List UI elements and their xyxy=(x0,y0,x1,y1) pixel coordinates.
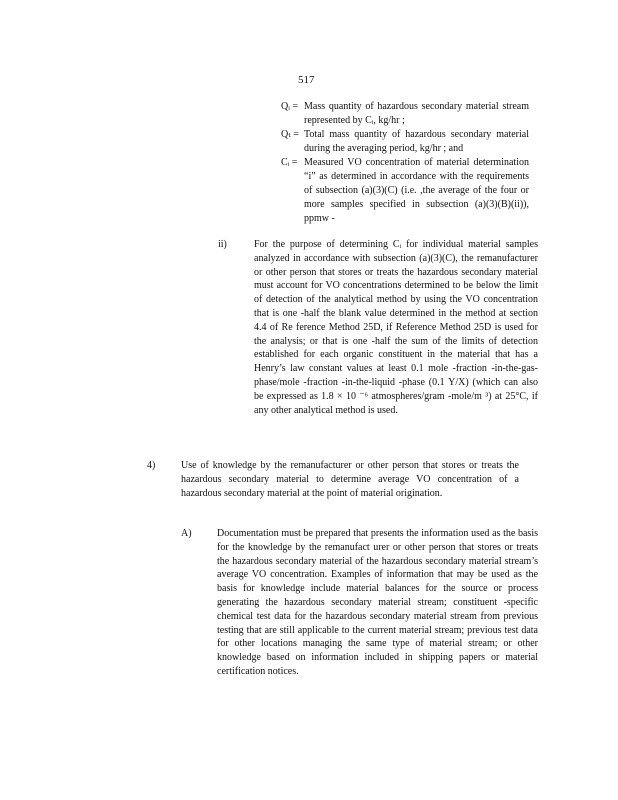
clause-label: 4) xyxy=(147,460,156,471)
definition-qt xyxy=(281,128,529,156)
clause-text: For the purpose of determining Cᵢ for individual material samples analyzed in accordance with subsection (a)(3)(C), the remanufacturer or other person that stores or treats the hazardous secondary material must account for VO concentrations determined to be below the limit of detection of the analytical method by using the VO concentration that is one -half the blank value determined in the method at section 4.4 of Re ference Method 25D, if Reference Method 25D is used for the analysis; or that is one -half the sum of the limits of detection established for each organic constituent in the material that has a Henry’s law constant values at least 0.1 mole -fraction -in-the-gas-phase/mole -fraction -in-the-liquid -phase (0.1 Y/X) (which can also be expressed as 1.8 × 10 ⁻⁶ atmospheres/gram -mole/m ³) at 25°C, if any other analytical method is used. xyxy=(254,239,538,416)
clause-text: Use of knowledge by the remanufacturer or other person that stores or treats the hazardous secondary material to determine average VO concentration of a hazardous secondary material at the point of material origination. xyxy=(181,460,519,499)
clause-text: Documentation must be prepared that presents the information used as the basis for the knowledge by the remanufact urer or other person that stores or treats the hazardous secondary material of the hazardous secondary material stream’s average VO concentration. Examples of information that may be used as the basis for knowledge include material balances for the source or process generating the hazardous secondary material stream; constituent -specific chemical test data for the hazardous secondary material stream from previous testing that are still applicable to the current material stream; previous test data for other locations managing the same type of material stream; or other knowledge based on information included in shipping papers or material certification notices. xyxy=(217,528,538,677)
clause-ii xyxy=(218,238,538,417)
page-number: 517 xyxy=(298,74,315,86)
clause-a xyxy=(181,527,538,679)
clause-label: ii) xyxy=(218,239,227,250)
definition-symbol: Qᵢ = xyxy=(281,101,298,112)
definition-symbol: Qₜ = xyxy=(281,129,299,140)
definition-qi xyxy=(281,100,529,128)
variable-definitions xyxy=(281,100,529,226)
definition-text: Mass quantity of hazardous secondary material stream represented by Cᵢ, kg/hr ; xyxy=(304,101,529,126)
definition-text: Measured VO concentration of material determination “i” as determined in accordance with the requirements of subsection (a)(3)(C) (i.e. ,the average of the four or more samples specified in subsection (a)(3)(B)(ii)), ppmw - xyxy=(304,157,529,224)
clause-label: A) xyxy=(181,528,192,539)
clause-4 xyxy=(147,459,519,500)
definition-ci xyxy=(281,156,529,226)
definition-symbol: Cᵢ = xyxy=(281,157,298,168)
definition-text: Total mass quantity of hazardous secondary material during the averaging period, kg/hr ; and xyxy=(304,129,529,154)
